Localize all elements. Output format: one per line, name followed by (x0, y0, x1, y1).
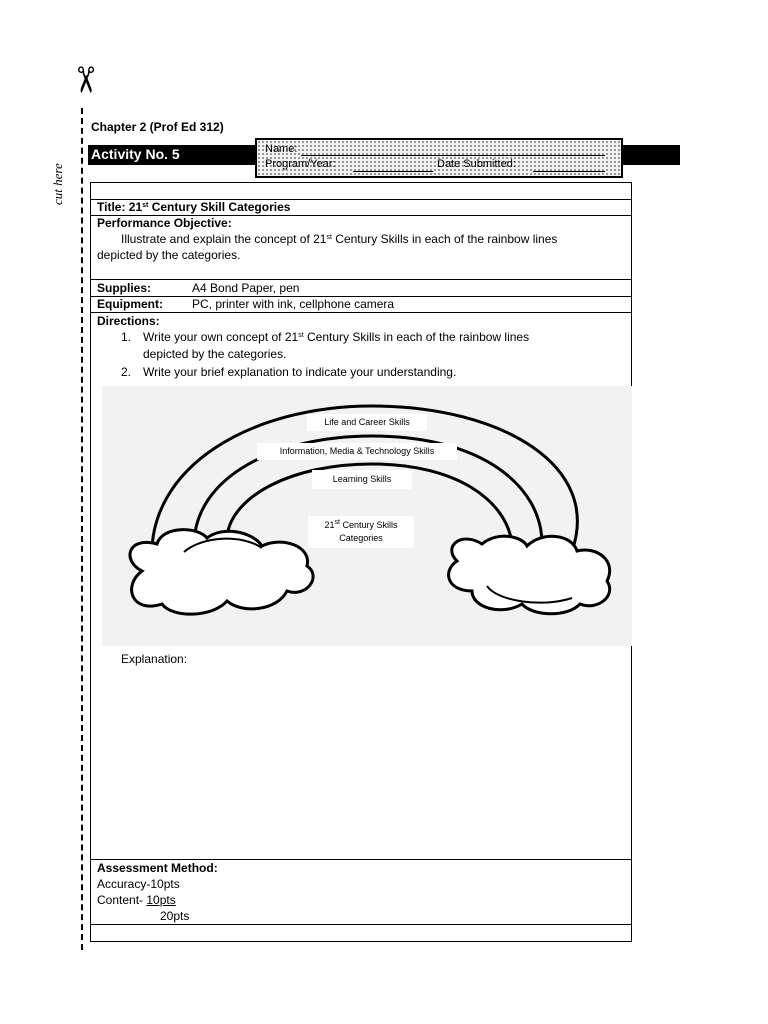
assessment-content: Content- 10pts (97, 893, 176, 907)
chapter-title: Chapter 2 (Prof Ed 312) (91, 120, 224, 134)
explanation-area[interactable] (121, 671, 621, 851)
scissors-icon: ✂ (65, 64, 107, 96)
program-year-field[interactable] (353, 171, 433, 172)
student-info-box (255, 138, 623, 178)
direction-number-1: 1. (121, 330, 132, 344)
objective-heading: Performance Objective: (97, 216, 232, 230)
supplies-value: A4 Bond Paper, pen (192, 281, 300, 295)
date-submitted-field[interactable] (533, 171, 605, 172)
name-label: Name: (265, 143, 298, 155)
directions-heading: Directions: (97, 314, 160, 328)
equipment-label: Equipment: (97, 297, 163, 311)
supplies-label: Supplies: (97, 281, 152, 295)
rainbow-label-learning: Learning Skills (312, 470, 412, 489)
cut-line (81, 108, 83, 950)
direction-1-line-2: depicted by the categories. (143, 347, 287, 361)
direction-1-line-1: Write your own concept of 21st Century Skills in each of the rainbow lines (143, 330, 530, 344)
objective-line-2: depicted by the categories. (97, 248, 241, 262)
activity-title: Activity No. 5 (91, 146, 180, 162)
assessment-heading: Assessment Method: (97, 861, 218, 875)
date-submitted-label: Date Submitted: (437, 158, 516, 170)
activity-title-row: Title: 21st Century Skill Categories (97, 200, 291, 214)
rainbow-center-label: 21st Century Skills Categories (308, 516, 414, 548)
cut-here-label: cut here (50, 163, 65, 205)
direction-number-2: 2. (121, 365, 132, 379)
direction-2-line-1: Write your brief explanation to indicate your understanding. (143, 365, 457, 379)
divider (91, 859, 631, 860)
divider (91, 924, 631, 925)
divider (91, 312, 631, 313)
activity-sheet (90, 182, 632, 942)
equipment-value: PC, printer with ink, cellphone camera (192, 297, 395, 311)
divider (91, 279, 631, 280)
rainbow-illustration (102, 386, 632, 646)
rainbow-label-information-media: Information, Media & Technology Skills (257, 443, 457, 460)
name-field[interactable] (301, 155, 605, 156)
left-cloud (130, 530, 313, 615)
rainbow-label-life-career: Life and Career Skills (307, 414, 427, 431)
explanation-label: Explanation: (121, 652, 188, 666)
assessment-accuracy: Accuracy-10pts (97, 877, 180, 891)
assessment-total: 20pts (160, 909, 190, 923)
objective-line-1: Illustrate and explain the concept of 21st Century Skills in each of the rainbow lines (121, 232, 558, 246)
program-year-label: Program/Year: (265, 158, 336, 170)
